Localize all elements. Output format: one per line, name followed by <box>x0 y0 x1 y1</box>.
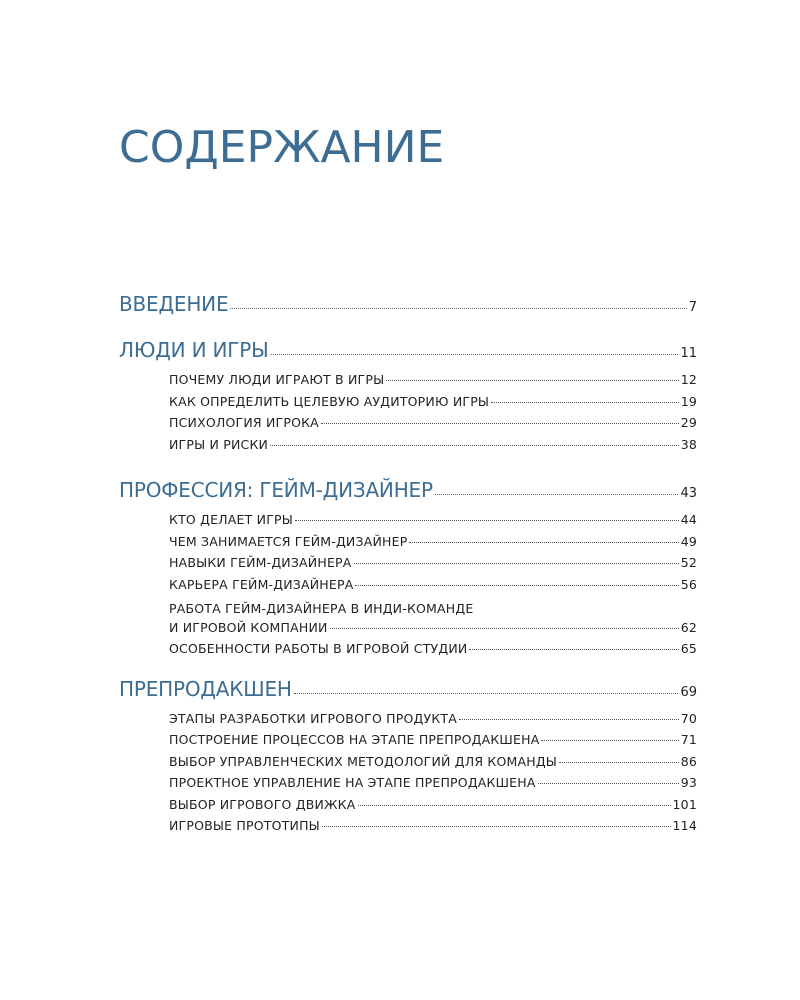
toc-entry[interactable] <box>169 555 697 577</box>
toc-subsection-list <box>169 512 697 663</box>
toc-page-number: 114 <box>672 818 697 833</box>
toc-entry[interactable] <box>169 732 697 754</box>
toc-entry[interactable] <box>169 818 697 840</box>
dot-leader <box>322 826 671 827</box>
dot-leader <box>354 563 679 564</box>
dot-leader <box>386 380 678 381</box>
toc-page-number: 56 <box>680 576 697 592</box>
dot-leader <box>321 423 679 424</box>
toc-chapter-profession[interactable] <box>119 478 697 512</box>
toc-subsection-list <box>169 711 697 840</box>
toc-entry-label: ИГРОВЫЕ ПРОТОТИПЫ <box>169 818 320 833</box>
toc-page-number: 44 <box>680 512 697 527</box>
toc-chapter-label: ВВЕДЕНИЕ <box>119 292 229 316</box>
toc-entry-label: КАРЬЕРА ГЕЙМ-ДИЗАЙНЕРА <box>169 576 354 592</box>
dot-leader <box>294 693 679 694</box>
toc-entry-label-line1: РАБОТА ГЕЙМ-ДИЗАЙНЕРА В ИНДИ-КОМАНДЕ <box>169 601 474 616</box>
toc-chapter-intro[interactable] <box>119 292 697 326</box>
toc-entry <box>169 620 697 642</box>
toc-page-number: 43 <box>680 486 697 501</box>
toc-section-profession <box>119 478 697 663</box>
toc-entry-label: ПСИХОЛОГИЯ ИГРОКА <box>169 415 319 430</box>
toc-entry[interactable] <box>169 394 697 416</box>
page-title: СОДЕРЖАНИЕ <box>119 122 445 173</box>
toc-page-number: 62 <box>680 619 697 635</box>
toc-entry-label: ИГРЫ И РИСКИ <box>169 436 269 452</box>
dot-leader <box>491 402 679 403</box>
toc-page-number: 49 <box>680 533 697 549</box>
toc-page-number: 29 <box>680 415 697 430</box>
toc-page-number: 12 <box>680 372 697 387</box>
dot-leader <box>409 542 678 543</box>
toc-chapter-label: ПРЕПРОДАКШЕН <box>119 676 292 701</box>
toc-entry-multiline[interactable] <box>169 598 697 641</box>
toc-entry-label: И ИГРОВОЙ КОМПАНИИ <box>169 619 328 635</box>
dot-leader <box>358 805 671 806</box>
toc-entry[interactable] <box>169 754 697 776</box>
toc-page-number: 101 <box>672 796 697 812</box>
toc-entry[interactable] <box>169 415 697 437</box>
toc-entry-label: ПРОЕКТНОЕ УПРАВЛЕНИЕ НА ЭТАПЕ ПРЕПРОДАКШЕНА <box>169 775 536 790</box>
toc-entry[interactable] <box>169 437 697 459</box>
toc-entry[interactable] <box>169 797 697 819</box>
toc-page-number: 70 <box>680 710 697 726</box>
dot-leader <box>459 719 679 720</box>
dot-leader <box>435 494 679 495</box>
toc-chapter-people[interactable] <box>119 338 697 372</box>
toc-entry-label: КТО ДЕЛАЕТ ИГРЫ <box>169 512 293 527</box>
dot-leader <box>230 308 686 309</box>
toc-entry-label: КАК ОПРЕДЕЛИТЬ ЦЕЛЕВУЮ АУДИТОРИЮ ИГРЫ <box>169 393 490 409</box>
toc-section-people <box>119 338 697 458</box>
toc-page-number: 7 <box>688 300 697 315</box>
toc-entry-label: НАВЫКИ ГЕЙМ-ДИЗАЙНЕРА <box>169 555 352 570</box>
toc-entry-label: ЭТАПЫ РАЗРАБОТКИ ИГРОВОГО ПРОДУКТА <box>169 710 457 726</box>
toc-chapter-label: ЛЮДИ И ИГРЫ <box>119 338 269 362</box>
toc-entry-label: ПОСТРОЕНИЕ ПРОЦЕССОВ НА ЭТАПЕ ПРЕПРОДАКШЕНА <box>169 732 540 747</box>
dot-leader <box>355 585 678 586</box>
toc-page-number: 52 <box>680 555 697 570</box>
toc-entry[interactable] <box>169 641 697 663</box>
toc-page-number: 69 <box>680 684 697 700</box>
toc-page-number: 19 <box>680 393 697 409</box>
toc-chapter-preproduction[interactable] <box>119 677 697 711</box>
toc-entry-label: ВЫБОР ИГРОВОГО ДВИЖКА <box>169 796 356 812</box>
toc-entry[interactable] <box>169 512 697 534</box>
dot-leader <box>330 628 679 629</box>
toc-page-number: 71 <box>680 732 697 747</box>
toc-entry[interactable] <box>169 775 697 797</box>
toc-section-intro <box>119 292 697 326</box>
toc-page-number: 65 <box>680 641 697 656</box>
table-of-contents <box>119 292 697 840</box>
toc-entry-label: ЧЕМ ЗАНИМАЕТСЯ ГЕЙМ-ДИЗАЙНЕР <box>169 533 408 549</box>
toc-entry-label: ОСОБЕННОСТИ РАБОТЫ В ИГРОВОЙ СТУДИИ <box>169 641 468 656</box>
toc-subsection-list <box>169 372 697 458</box>
toc-page-number: 11 <box>680 346 697 361</box>
toc-entry[interactable] <box>169 372 697 394</box>
dot-leader <box>559 762 679 763</box>
dot-leader <box>469 649 678 650</box>
dot-leader <box>270 445 679 446</box>
toc-section-preproduction <box>119 677 697 840</box>
toc-page-number: 86 <box>680 753 697 769</box>
dot-leader <box>295 520 679 521</box>
dot-leader <box>271 354 679 355</box>
toc-page-number: 38 <box>680 436 697 452</box>
toc-chapter-label: ПРОФЕССИЯ: ГЕЙМ-ДИЗАЙНЕР <box>119 478 433 502</box>
toc-entry[interactable] <box>169 577 697 599</box>
toc-entry-label: ПОЧЕМУ ЛЮДИ ИГРАЮТ В ИГРЫ <box>169 372 385 387</box>
toc-entry-label: ВЫБОР УПРАВЛЕНЧЕСКИХ МЕТОДОЛОГИЙ ДЛЯ КОМАНДЫ <box>169 753 558 769</box>
toc-page-number: 93 <box>680 775 697 790</box>
dot-leader <box>538 783 679 784</box>
toc-entry[interactable] <box>169 534 697 556</box>
dot-leader <box>541 740 678 741</box>
toc-entry[interactable] <box>169 711 697 733</box>
